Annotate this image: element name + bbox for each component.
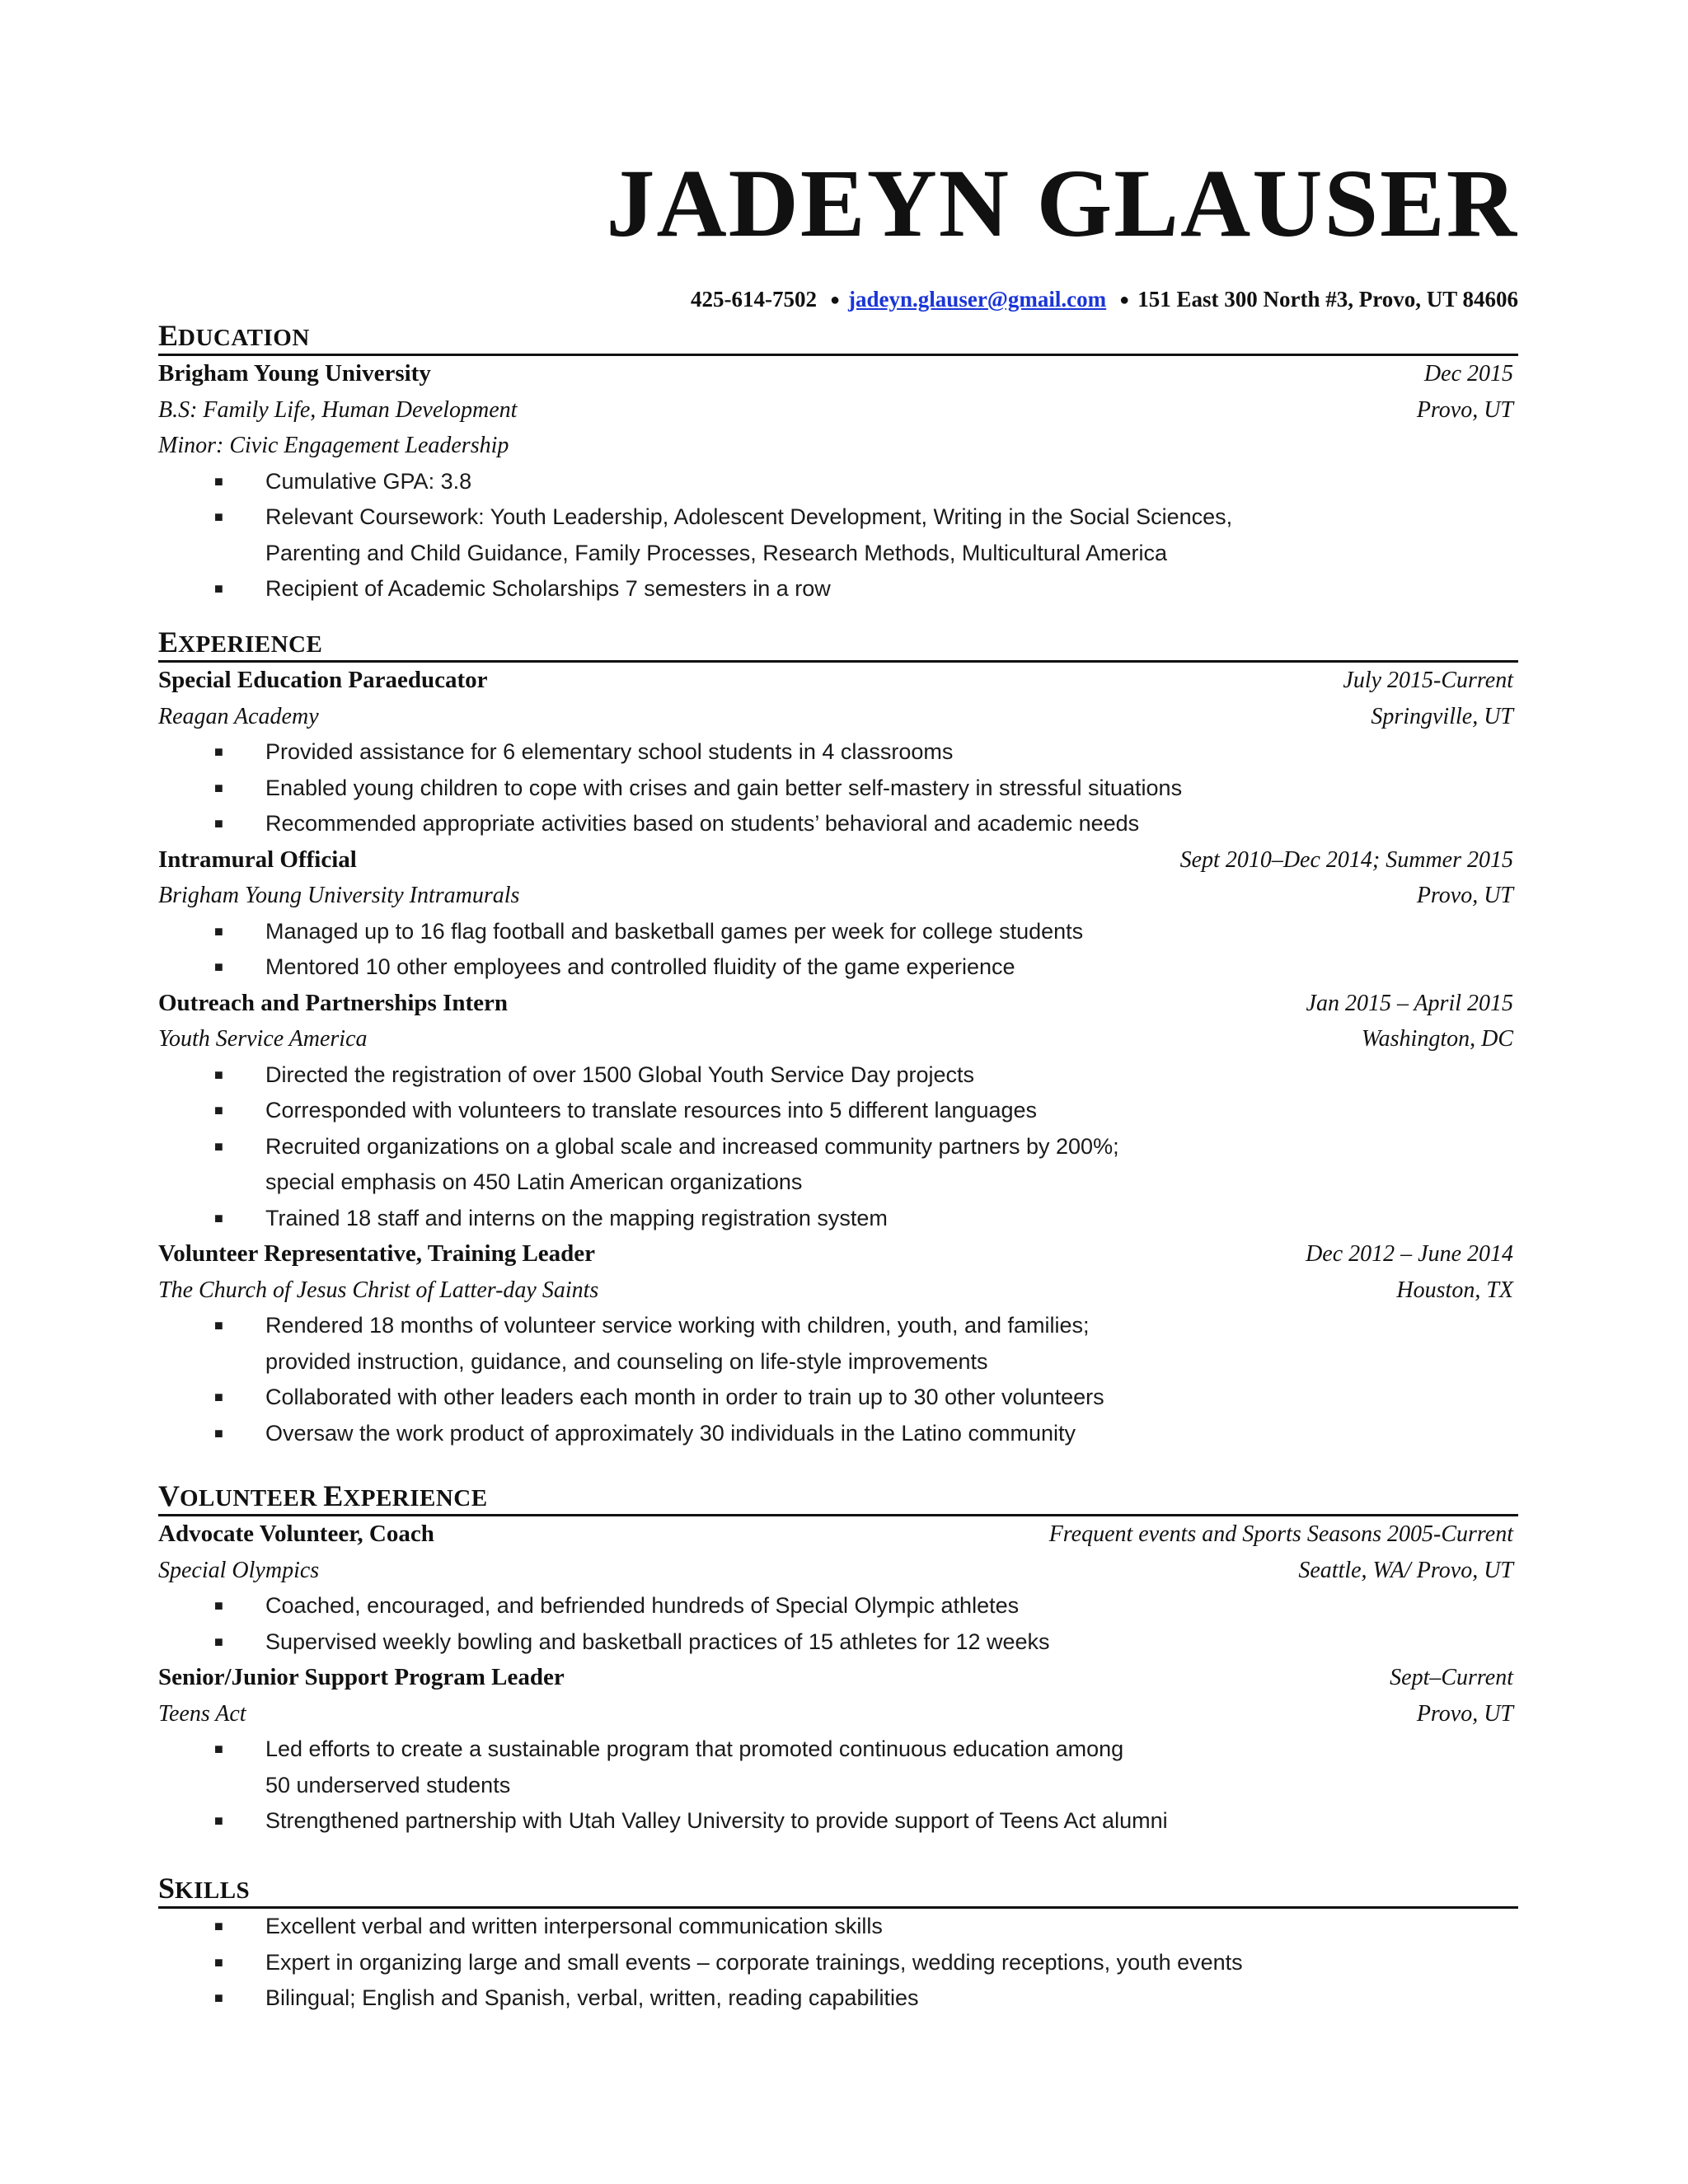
bullet-item [214, 1129, 1518, 1201]
bullet-square-icon: ■ [214, 1918, 223, 1934]
section-title-volunteer: V OLUNTEER E XPERIENCE [158, 1483, 1518, 1516]
bullet-square-icon: ■ [214, 1209, 223, 1226]
phone-number: 425-614-7502 [690, 287, 817, 312]
job-organization: Reagan Academy [158, 703, 319, 729]
graduation-date: Dec 2015 [1423, 361, 1513, 387]
bullet-item [214, 1980, 1518, 2017]
bullet-item [214, 806, 1518, 842]
job-title: Advocate Volunteer, Coach [158, 1521, 434, 1547]
experience-jobs [158, 663, 1518, 1451]
bullet-square-icon: ■ [214, 922, 223, 940]
job-location: Washington, DC [1361, 1026, 1513, 1052]
job-organization: The Church of Jesus Christ of Latter-day Saints [158, 1277, 599, 1303]
bullet-text: Recruited organizations on a global scale and increased community partners by 200%; [265, 1133, 1119, 1159]
section-title-skills: S KILLS [158, 1876, 1518, 1909]
experience-section [158, 626, 1518, 1451]
bullet-item [214, 1588, 1518, 1624]
job-entry [158, 1516, 1518, 1660]
job-title: Senior/Junior Support Program Leader [158, 1664, 565, 1690]
job-bullets [158, 1732, 1518, 1840]
job-location: Provo, UT [1416, 1700, 1513, 1727]
job-title: Volunteer Representative, Training Leader [158, 1240, 596, 1267]
job-date: Sept 2010–Dec 2014; Summer 2015 [1179, 846, 1513, 873]
bullet-square-icon: ■ [214, 958, 223, 975]
job-header-row [158, 842, 1518, 879]
bullet-text: Collaborated with other leaders each month in order to train up to 30 other volunteers [265, 1385, 1104, 1409]
bullet-text: Trained 18 staff and interns on the mapping registration system [265, 1205, 888, 1230]
skills-section [158, 1872, 1518, 2017]
job-date: Sept–Current [1390, 1665, 1513, 1690]
job-bullets [158, 1588, 1518, 1660]
bullet-item [214, 949, 1518, 986]
bullet-text: 50 underserved students [265, 1772, 511, 1797]
degree: B.S: Family Life, Human Development [158, 396, 518, 423]
job-org-row [158, 699, 1518, 735]
bullet-text: Expert in organizing large and small events – corporate trainings, wedding receptions, youth events [265, 1949, 1243, 1975]
job-org-row [158, 1696, 1518, 1732]
job-entry [158, 842, 1518, 986]
job-org-row [158, 1272, 1518, 1309]
job-entry [158, 1236, 1518, 1451]
bullet-square-icon: ■ [214, 1317, 223, 1333]
volunteer-jobs [158, 1516, 1518, 1840]
bullet-item [214, 1803, 1518, 1840]
section-title-experience: E XPERIENCE [158, 630, 1518, 663]
bullet-item [214, 914, 1518, 950]
job-bullets [158, 1057, 1518, 1237]
job-bullets [158, 734, 1518, 842]
bullet-text: Relevant Coursework: Youth Leadership, Adolescent Development, Writing in the Social Sciences, [265, 504, 1233, 529]
bullet-text: Cumulative GPA: 3.8 [265, 468, 472, 494]
volunteer-section [158, 1479, 1518, 1840]
bullet-item [214, 1201, 1518, 1237]
bullet-item [214, 1093, 1518, 1129]
job-header-row [158, 1516, 1518, 1553]
job-date: Frequent events and Sports Seasons 2005-Current [1048, 1521, 1513, 1547]
bullet-square-icon: ■ [214, 815, 223, 832]
bullet-text: Oversaw the work product of approximately 30 individuals in the Latino community [265, 1420, 1076, 1446]
job-org-row [158, 1021, 1518, 1057]
job-header-row [158, 663, 1518, 699]
job-entry [158, 986, 1518, 1237]
bullet-text: Excellent verbal and written interpersonal communication skills [265, 1914, 883, 1938]
job-organization: Youth Service America [158, 1026, 368, 1052]
bullet-text: Supervised weekly bowling and basketball practices of 15 athletes for 12 weeks [265, 1629, 1050, 1654]
bullet-item [214, 1624, 1518, 1661]
bullet-text: Enabled young children to cope with crises and gain better self-mastery in stressful situations [265, 775, 1183, 800]
bullet-text: Recommended appropriate activities based on students’ behavioral and academic needs [265, 811, 1140, 836]
minor: Minor: Civic Engagement Leadership [158, 433, 509, 458]
bullet-text: Corresponded with volunteers to translate resources into 5 different languages [265, 1098, 1038, 1122]
bullet-item [214, 571, 1518, 607]
bullet-item [214, 1732, 1518, 1803]
job-organization: Special Olympics [158, 1557, 320, 1583]
job-date: Dec 2012 – June 2014 [1306, 1241, 1513, 1267]
bullet-item [214, 499, 1518, 571]
bullet-square-icon: ■ [214, 1633, 223, 1650]
bullet-text: Led efforts to create a sustainable program that promoted continuous education among [265, 1736, 1124, 1761]
job-organization: Brigham Young University Intramurals [158, 883, 520, 908]
separator-dot-icon: ● [1119, 291, 1130, 309]
bullet-square-icon: ■ [214, 779, 223, 796]
job-header-row [158, 1660, 1518, 1696]
job-entry [158, 1660, 1518, 1840]
education-header-row [158, 356, 1518, 392]
bullet-square-icon: ■ [214, 1812, 223, 1829]
section-title-education: E DUCATION [158, 323, 1518, 356]
bullet-text: Parenting and Child Guidance, Family Processes, Research Methods, Multicultural America [265, 540, 1167, 565]
school-name: Brigham Young University [158, 360, 431, 387]
job-bullets [158, 914, 1518, 986]
bullet-square-icon: ■ [214, 1102, 223, 1118]
bullet-text: Bilingual; English and Spanish, verbal, written, reading capabilities [265, 1985, 919, 2010]
bullet-text: Rendered 18 months of volunteer service working with children, youth, and families; [265, 1313, 1090, 1338]
contact-line [691, 287, 1518, 312]
bullet-square-icon: ■ [214, 509, 223, 525]
bullet-square-icon: ■ [214, 1953, 223, 1971]
bullet-item [214, 1308, 1518, 1380]
bullet-square-icon: ■ [214, 1597, 223, 1614]
bullet-text: Recipient of Academic Scholarships 7 semesters in a row [265, 576, 831, 601]
bullet-item [214, 1416, 1518, 1452]
bullet-text: provided instruction, guidance, and counseling on life-style improvements [265, 1348, 988, 1374]
job-title: Intramural Official [158, 846, 357, 873]
job-title: Outreach and Partnerships Intern [158, 989, 509, 1016]
skills-bullets [158, 1909, 1518, 2017]
job-header-row [158, 986, 1518, 1022]
job-date: Jan 2015 – April 2015 [1306, 990, 1513, 1016]
bullet-item [214, 1057, 1518, 1094]
job-org-row [158, 1553, 1518, 1589]
bullet-item [214, 771, 1518, 807]
bullet-square-icon: ■ [214, 580, 223, 597]
bullet-square-icon: ■ [214, 1424, 223, 1441]
bullet-text: Directed the registration of over 1500 Global Youth Service Day projects [265, 1062, 974, 1087]
job-location: Houston, TX [1396, 1277, 1513, 1303]
job-bullets [158, 1308, 1518, 1451]
bullet-text: Managed up to 16 flag football and basketball games per week for college students [265, 918, 1084, 944]
candidate-name: JADEYN GLAUSER [606, 149, 1518, 257]
job-entry [158, 663, 1518, 842]
bullet-square-icon: ■ [214, 1741, 223, 1757]
bullet-square-icon: ■ [214, 1066, 223, 1083]
degree-row [158, 392, 1518, 429]
job-location: Seattle, WA/ Provo, UT [1298, 1557, 1513, 1583]
bullet-square-icon: ■ [214, 1137, 223, 1155]
education-bullets [158, 464, 1518, 607]
job-location: Provo, UT [1416, 883, 1513, 908]
address: 151 East 300 North #3, Provo, UT 84606 [1137, 287, 1518, 312]
job-location: Springville, UT [1371, 703, 1513, 729]
bullet-square-icon: ■ [214, 743, 223, 760]
email-link[interactable]: jadeyn.glauser@gmail.com [848, 287, 1107, 312]
job-title: Special Education Paraeducator [158, 667, 488, 693]
bullet-item [214, 734, 1518, 771]
job-org-row [158, 878, 1518, 914]
bullet-square-icon: ■ [214, 472, 223, 490]
school-location: Provo, UT [1416, 396, 1513, 423]
bullet-item [214, 1945, 1518, 1981]
bullet-text: special emphasis on 450 Latin American organizations [265, 1169, 803, 1194]
job-date: July 2015-Current [1343, 668, 1513, 693]
bullet-text: Provided assistance for 6 elementary school students in 4 classrooms [265, 739, 954, 764]
bullet-text: Mentored 10 other employees and controlled fluidity of the game experience [265, 954, 1015, 979]
bullet-square-icon: ■ [214, 1389, 223, 1405]
bullet-item [214, 464, 1518, 500]
job-header-row [158, 1236, 1518, 1272]
minor-row [158, 428, 1518, 464]
bullet-square-icon: ■ [214, 1990, 223, 2006]
job-organization: Teens Act [158, 1700, 246, 1727]
separator-dot-icon: ● [829, 291, 841, 309]
education-section [158, 319, 1518, 607]
bullet-text: Strengthened partnership with Utah Valley University to provide support of Teens Act alumni [265, 1808, 1168, 1833]
bullet-text: Coached, encouraged, and befriended hundreds of Special Olympic athletes [265, 1593, 1020, 1618]
bullet-item [214, 1909, 1518, 1945]
bullet-item [214, 1380, 1518, 1416]
